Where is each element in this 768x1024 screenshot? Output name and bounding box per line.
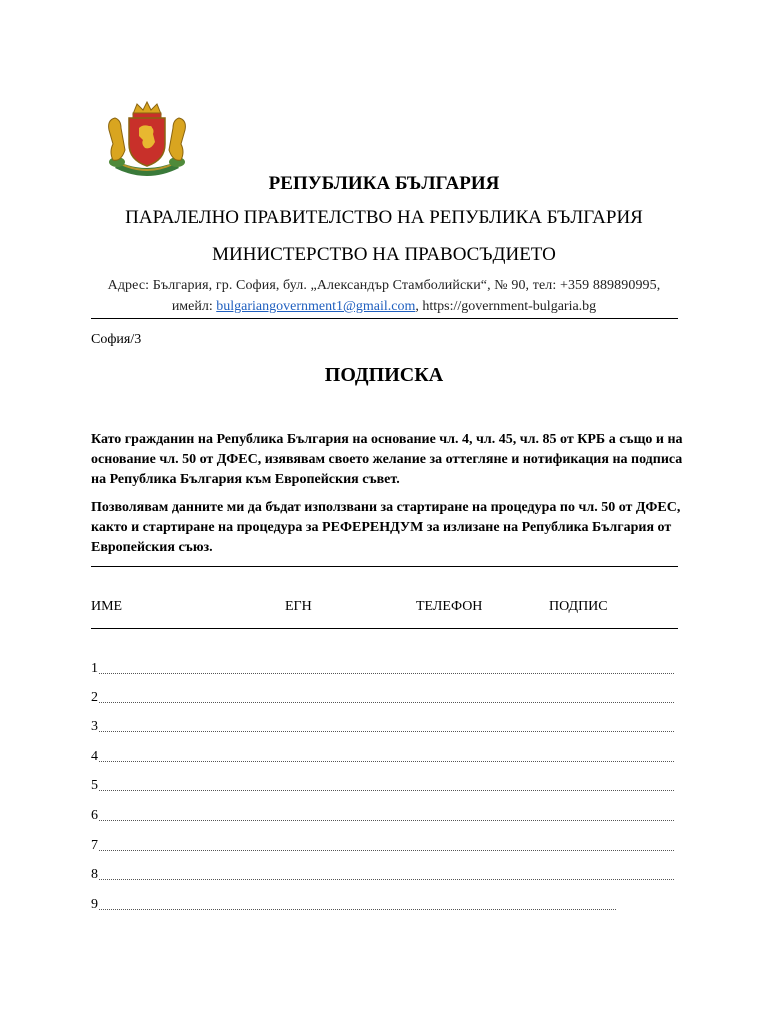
dotted-line	[99, 790, 674, 791]
signature-row[interactable]	[91, 719, 674, 737]
document-title: ПОДПИСКА	[324, 364, 444, 386]
city-reference: София/3	[91, 332, 142, 347]
signature-row[interactable]	[91, 838, 674, 856]
row-number: 1	[91, 661, 98, 676]
country-heading: РЕПУБЛИКА БЪЛГАРИЯ	[268, 173, 500, 194]
dotted-line	[99, 702, 674, 703]
row-number: 6	[91, 808, 98, 823]
declaration-paragraph: Като гражданин на Република България на основание чл. 4, чл. 45, чл. 85 от КРБ а също и на основание чл. 50 от ДФЕС, изявявам своето желание за оттегляне и нотификация на подписа на Република България към Европейския съвет.	[91, 432, 683, 487]
column-header-phone: ТЕЛЕФОН	[416, 599, 483, 614]
signature-row[interactable]	[91, 897, 616, 915]
dotted-line	[99, 879, 674, 880]
signature-row[interactable]	[91, 749, 674, 767]
row-number: 4	[91, 749, 98, 764]
email-link[interactable]: bulgariangovernment1@gmail.com	[216, 299, 416, 314]
ministry-heading: МИНИСТЕРСТВО НА ПРАВОСЪДИЕТО	[212, 244, 556, 265]
table-top-divider	[91, 566, 678, 567]
signature-row[interactable]	[91, 778, 674, 796]
row-number: 3	[91, 719, 98, 734]
email-label: имейл:	[171, 299, 217, 314]
row-number: 8	[91, 867, 98, 882]
dotted-line	[99, 761, 674, 762]
consent-paragraph: Позволявам данните ми да бъдат използвани за стартиране на процедура по чл. 50 от ДФЕС, както и стартиране на процедура за РЕФЕРЕНДУМ за излизане на Република България от Европейския съюз.	[91, 500, 681, 555]
dotted-line	[99, 909, 616, 910]
column-header-signature: ПОДПИС	[549, 599, 608, 614]
dotted-line	[99, 820, 674, 821]
table-header-divider	[91, 628, 678, 629]
row-number: 2	[91, 690, 98, 705]
coat-of-arms-icon	[103, 100, 191, 184]
column-header-name: ИМЕ	[91, 599, 123, 614]
signature-row[interactable]	[91, 690, 674, 708]
dotted-line	[99, 850, 674, 851]
row-number: 5	[91, 778, 98, 793]
dotted-line	[99, 673, 674, 674]
dotted-line	[99, 731, 674, 732]
signature-row[interactable]	[91, 808, 674, 826]
contact-line	[0, 299, 768, 315]
government-heading: ПАРАЛЕЛНО ПРАВИТЕЛСТВО НА РЕПУБЛИКА БЪЛГАРИЯ	[125, 207, 643, 228]
address-line: Адрес: България, гр. София, бул. „Александър Стамболийски“, № 90, тел: +359 889890995,	[107, 278, 661, 293]
column-header-egn: ЕГН	[285, 599, 312, 614]
signature-row[interactable]	[91, 867, 674, 885]
row-number: 7	[91, 838, 98, 853]
row-number: 9	[91, 897, 98, 912]
signature-row[interactable]	[91, 661, 674, 679]
header-divider	[91, 318, 678, 319]
website-text: , https://government-bulgaria.bg	[415, 299, 597, 314]
